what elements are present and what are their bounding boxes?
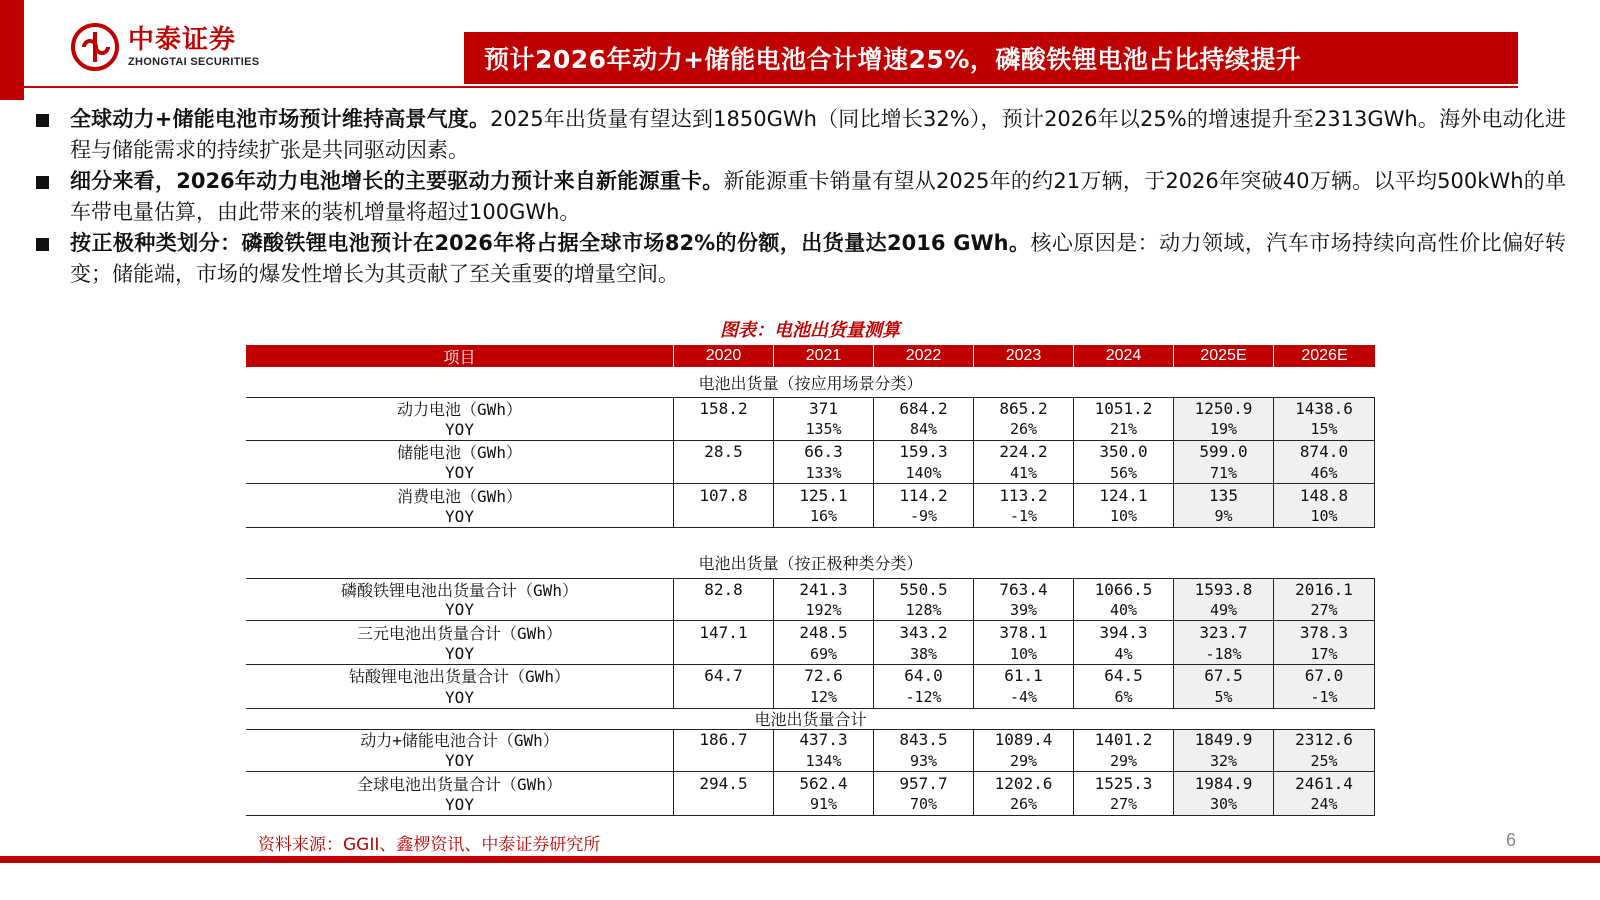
table-cell: 1202.6: [973, 772, 1073, 794]
table-cell: 1089.4: [973, 730, 1073, 751]
table-header-cell: 2022: [873, 345, 973, 367]
table-cell: 29%: [1073, 750, 1173, 771]
table-cell: 5%: [1173, 687, 1273, 708]
table-row-label: 消费电池（GWh）: [397, 486, 522, 506]
table-row: [246, 397, 1375, 419]
table-cell: 378.1: [973, 621, 1073, 643]
table-cell: -9%: [873, 506, 973, 527]
table-row-label: 动力+储能电池合计（GWh）: [360, 731, 559, 751]
table-cell: 24%: [1273, 794, 1375, 815]
table-cell: 140%: [873, 462, 973, 483]
table-cell: [673, 750, 773, 771]
table-cell: 49%: [1173, 600, 1273, 621]
table-cell: 599.0: [1173, 441, 1273, 463]
table-row: [246, 772, 1375, 794]
table-row-label: 磷酸铁锂电池出货量合计（GWh）: [341, 580, 578, 600]
table-cell: 72.6: [773, 665, 873, 687]
table-cell: 1438.6: [1273, 398, 1375, 419]
table-cell: 16%: [773, 506, 873, 527]
table-cell: 32%: [1173, 750, 1273, 771]
table-cell: 10%: [1273, 506, 1375, 527]
table-cell: 29%: [973, 750, 1073, 771]
footer-bar: [0, 856, 1600, 863]
table-row-label: 储能电池（GWh）: [397, 443, 522, 462]
table-cell: 4%: [1073, 643, 1173, 664]
table-cell: 30%: [1173, 794, 1273, 815]
table-cell: 562.4: [773, 772, 873, 794]
table-cell: 394.3: [1073, 621, 1173, 643]
bullet-square-icon: [36, 114, 49, 127]
bullet-list: [36, 104, 1566, 290]
table-cell: 371: [773, 398, 873, 419]
table-cell: 224.2: [973, 441, 1073, 463]
table-cell: 2016.1: [1273, 579, 1375, 600]
bullet-item: [36, 104, 1566, 166]
table-cell: [673, 643, 773, 664]
bullet-square-icon: [36, 176, 49, 189]
table-yoy-row: [246, 687, 1375, 709]
table-cell: 69%: [773, 643, 873, 664]
table-cell: 67.5: [1173, 665, 1273, 687]
table-cell: 1984.9: [1173, 772, 1273, 794]
table-row-label: 三元电池出货量合计（GWh）: [357, 623, 562, 643]
table-cell: 93%: [873, 750, 973, 771]
table-cell: 17%: [1273, 643, 1375, 664]
table-row-label: YOY: [445, 794, 474, 814]
table-cell: 159.3: [873, 441, 973, 463]
table-cell: 248.5: [773, 621, 873, 643]
table-cell: 91%: [773, 794, 873, 815]
page-number: 6: [1506, 830, 1517, 850]
table-cell: 957.7: [873, 772, 973, 794]
table-cell: 343.2: [873, 621, 973, 643]
bullet-text: 新能源重卡销量有望从2025年的约21万辆，于2026年突破40万辆。以平均500kWh的单车带电量估算，由此带来的装机增量将超过100GWh。: [70, 169, 1566, 224]
table-cell: -18%: [1173, 643, 1273, 664]
table-cell: -12%: [873, 687, 973, 708]
table-cell: 128%: [873, 600, 973, 621]
table-cell: 19%: [1173, 419, 1273, 440]
table-cell: 1401.2: [1073, 730, 1173, 751]
table-row: [246, 578, 1375, 600]
table-cell: 28.5: [673, 441, 773, 463]
table-row-label: YOY: [445, 506, 474, 526]
bullet-square-icon: [36, 238, 49, 251]
table-header-cell: 2021: [773, 345, 873, 367]
table-cell: 107.8: [673, 484, 773, 506]
table-cell: 113.2: [973, 484, 1073, 506]
table-cell: 64.0: [873, 665, 973, 687]
table-cell: 874.0: [1273, 441, 1375, 463]
table-cell: [673, 506, 773, 527]
table-cell: 133%: [773, 462, 873, 483]
table-cell: 9%: [1173, 506, 1273, 527]
bullet-item: [36, 166, 1566, 228]
table-cell: 26%: [973, 794, 1073, 815]
table-spacer: [246, 528, 1375, 548]
table-row: [246, 441, 1375, 463]
zhongtai-logo-icon: [70, 22, 120, 72]
table-cell: 71%: [1173, 462, 1273, 483]
table-cell: 2312.6: [1273, 730, 1375, 751]
table-cell: 64.5: [1073, 665, 1173, 687]
table-row: [246, 665, 1375, 687]
table-cell: [673, 462, 773, 483]
table-row-label: YOY: [445, 419, 474, 439]
table-row-label: YOY: [445, 644, 474, 664]
table-header-cell: 2023: [973, 345, 1073, 367]
table-row-label: 钴酸锂电池出货量合计（GWh）: [349, 667, 570, 687]
table-row-label: 动力电池（GWh）: [397, 399, 522, 419]
table-row-label: YOY: [445, 687, 474, 707]
table-cell: 294.5: [673, 772, 773, 794]
table-cell: 41%: [973, 462, 1073, 483]
table-cell: 67.0: [1273, 665, 1375, 687]
source-note: 资料来源：GGII、鑫椤资讯、中泰证券研究所: [258, 835, 601, 855]
table-cell: 70%: [873, 794, 973, 815]
header-divider: [24, 86, 1518, 88]
table-cell: 26%: [973, 419, 1073, 440]
table-cell: [673, 419, 773, 440]
table-cell: 135%: [773, 419, 873, 440]
table-cell: 10%: [973, 643, 1073, 664]
table-yoy-row: [246, 600, 1375, 622]
table-row: [246, 729, 1375, 751]
table-cell: 1250.9: [1173, 398, 1273, 419]
table-cell: 61.1: [973, 665, 1073, 687]
table-cell: 56%: [1073, 462, 1173, 483]
table-row-label: YOY: [445, 600, 474, 620]
table-cell: 15%: [1273, 419, 1375, 440]
table-cell: 1051.2: [1073, 398, 1173, 419]
table-cell: 148.8: [1273, 484, 1375, 506]
table-cell: 550.5: [873, 579, 973, 600]
table-yoy-row: [246, 643, 1375, 665]
table-cell: 46%: [1273, 462, 1375, 483]
table-title: 图表：电池出货量测算: [720, 320, 900, 341]
battery-shipment-table: [246, 345, 1375, 816]
table-cell: 38%: [873, 643, 973, 664]
table-cell: 25%: [1273, 750, 1375, 771]
table-cell: [673, 794, 773, 815]
table-row-label: YOY: [445, 751, 474, 771]
table-yoy-row: [246, 506, 1375, 528]
table-cell: 39%: [973, 600, 1073, 621]
table-section-title: 电池出货量（按应用场景分类）: [698, 373, 923, 393]
table-yoy-row: [246, 794, 1375, 816]
table-cell: 1066.5: [1073, 579, 1173, 600]
table-cell: 1593.8: [1173, 579, 1273, 600]
table-cell: 241.3: [773, 579, 873, 600]
brand-name-cn: 中泰证券: [128, 25, 237, 55]
table-header-row: [246, 345, 1375, 367]
table-cell: 84%: [873, 419, 973, 440]
bullet-bold-text: 按正极种类划分：磷酸铁锂电池预计在2026年将占据全球市场82%的份额，出货量达2016 GWh。: [70, 231, 1031, 255]
table-cell: 865.2: [973, 398, 1073, 419]
table-cell: 323.7: [1173, 621, 1273, 643]
table-cell: 64.7: [673, 665, 773, 687]
table-cell: 40%: [1073, 600, 1173, 621]
table-cell: [673, 687, 773, 708]
table-cell: 763.4: [973, 579, 1073, 600]
table-cell: 437.3: [773, 730, 873, 751]
table-cell: 82.8: [673, 579, 773, 600]
table-header-cell: 2026E: [1273, 345, 1375, 367]
bullet-item: [36, 228, 1566, 290]
table-cell: 378.3: [1273, 621, 1375, 643]
table-yoy-row: [246, 750, 1375, 772]
table-yoy-row: [246, 462, 1375, 484]
table-cell: 158.2: [673, 398, 773, 419]
table-cell: [673, 600, 773, 621]
table-cell: 2461.4: [1273, 772, 1375, 794]
table-cell: 147.1: [673, 621, 773, 643]
table-cell: 12%: [773, 687, 873, 708]
table-cell: 27%: [1073, 794, 1173, 815]
bullet-bold-text: 全球动力+储能电池市场预计维持高景气度。: [70, 107, 491, 131]
table-cell: 843.5: [873, 730, 973, 751]
table-cell: 6%: [1073, 687, 1173, 708]
table-header-cell: 项目: [443, 349, 476, 367]
table-cell: 1849.9: [1173, 730, 1273, 751]
table-header-cell: 2024: [1073, 345, 1173, 367]
table-row-label: YOY: [445, 463, 474, 483]
table-cell: 27%: [1273, 600, 1375, 621]
table-row-label: 全球电池出货量合计（GWh）: [357, 774, 562, 794]
table-cell: 66.3: [773, 441, 873, 463]
slide-title: 预计2026年动力+储能电池合计增速25%，磷酸铁锂电池占比持续提升: [464, 32, 1518, 84]
table-section-title: 电池出货量（按正极种类分类）: [698, 554, 923, 574]
table-cell: 684.2: [873, 398, 973, 419]
table-cell: 114.2: [873, 484, 973, 506]
left-accent-bar: [0, 0, 24, 100]
table-cell: 125.1: [773, 484, 873, 506]
table-cell: 135: [1173, 484, 1273, 506]
table-cell: 21%: [1073, 419, 1173, 440]
bullet-text: 2025年出货量有望达到1850GWh（同比增长32%），预计2026年以25%的增速提升至2313GWh。海外电动化进程与储能需求的持续扩张是共同驱动因素。: [70, 107, 1566, 162]
table-cell: 134%: [773, 750, 873, 771]
bullet-text: 核心原因是：动力领域，汽车市场持续向高性价比偏好转变；储能端，市场的爆发性增长为其贡献了至关重要的增量空间。: [70, 231, 1567, 286]
table-header-cell: 2020: [673, 345, 773, 367]
table-cell: 124.1: [1073, 484, 1173, 506]
table-cell: 10%: [1073, 506, 1173, 527]
table-row: [246, 484, 1375, 506]
table-section-title: 电池出货量合计: [754, 710, 867, 730]
table-cell: 1525.3: [1073, 772, 1173, 794]
table-row: [246, 621, 1375, 643]
table-cell: 192%: [773, 600, 873, 621]
table-cell: 186.7: [673, 730, 773, 751]
table-cell: -4%: [973, 687, 1073, 708]
table-cell: -1%: [1273, 687, 1375, 708]
table-header-cell: 2025E: [1173, 345, 1273, 367]
table-cell: 350.0: [1073, 441, 1173, 463]
brand-logo: [70, 22, 259, 72]
brand-name-en: ZHONGTAI SECURITIES: [128, 56, 260, 68]
bullet-bold-text: 细分来看，2026年动力电池增长的主要驱动力预计来自新能源重卡。: [70, 169, 724, 193]
table-yoy-row: [246, 419, 1375, 441]
table-cell: -1%: [973, 506, 1073, 527]
